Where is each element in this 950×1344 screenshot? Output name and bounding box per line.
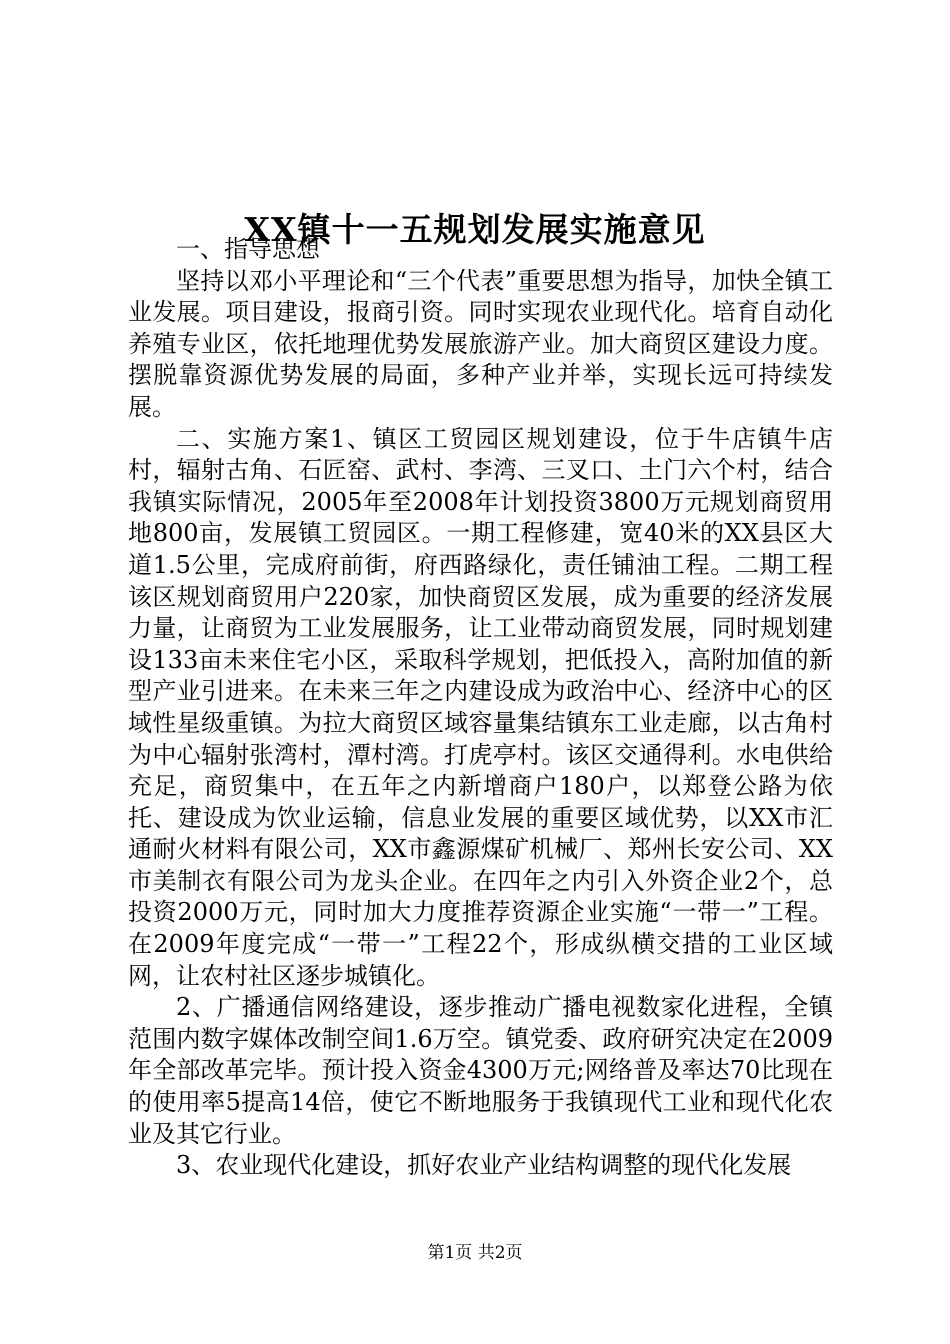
page-footer: 第1页 共2页 bbox=[427, 1243, 523, 1263]
section-heading-guiding-ideology: 一、指导思想 bbox=[176, 235, 320, 263]
document-body bbox=[128, 234, 833, 1182]
paragraph-broadcast-network: 2、广播通信网络建设，逐步推动广播电视数家化进程，全镇范围内数字媒体改制空间1.6万空。镇党委、政府研究决定在2009年全部改革完毕。预计投入资金4300万元;网络普及率达70比现在的使用率5提高14倍，使它不断地服务于我镇现代工业和现代化农业及其它行业。 bbox=[128, 993, 833, 1148]
paragraph-guiding-ideology: 坚持以邓小平理论和“三个代表”重要思想为指导，加快全镇工业发展。项目建设，报商引资。同时实现农业现代化。培育自动化养殖专业区，依托地理优势发展旅游产业。加大商贸区建设力度。摆脱靠资源优势发展的局面，多种产业并举，实现长远可持续发展。 bbox=[128, 266, 833, 421]
document-title: XX镇十一五规划发展实施意见 bbox=[244, 210, 706, 250]
paragraph-agriculture-modernization: 3、农业现代化建设，抓好农业产业结构调整的现代化发展 bbox=[176, 1151, 792, 1180]
paragraph-implementation-plan: 二、实施方案1、镇区工贸园区规划建设，位于牛店镇牛店村，辐射古角、石匠窑、武村、李湾、三叉口、土门六个村，结合我镇实际情况，2005年至2008年计划投资3800万元规划商贸用地800亩，发展镇工贸园区。一期工程修建，宽40米的XX县区大道1.5公里，完成府前街，府西路绿化，责任铺油工程。二期工程该区规划商贸用户220家，加快商贸区发展，成为重要的经济发展力量，让商贸为工业发展服务，让工业带动商贸发展，同时规划建设133亩未来住宅小区，采取科学规划，把低投入，高附加值的新型产业引进来。在未来三年之内建设成为政治中心、经济中心的区域性星级重镇。为拉大商贸区域容量集结镇东工业走廊，以古角村为中心辐射张湾村，潭村湾。打虎亭村。该区交通得利。水电供给充足，商贸集中，在五年之内新增商户180户，以郑登公路为依托、建设成为饮业运输，信息业发展的重要区域优势，以XX市汇通耐火材料有限公司，XX市鑫源煤矿机械厂、郑州长安公司、XX市美制衣有限公司为龙头企业。在四年之内引入外资企业2个，总投资2000万元，同时加大力度推荐资源企业实施“一带一”工程。在2009年度完成“一带一”工程22个，形成纵横交措的工业区域网，让农村社区逐步城镇化。 bbox=[128, 424, 833, 990]
